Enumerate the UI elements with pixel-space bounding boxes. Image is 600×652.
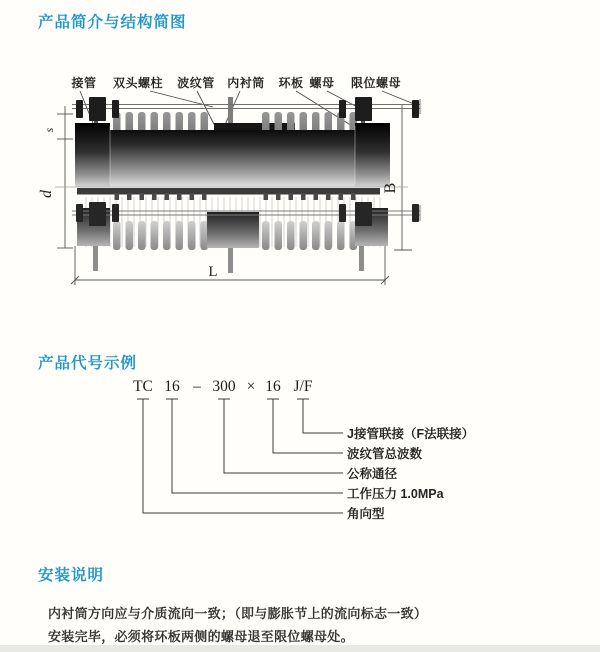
part-label-stud-bolt: 双头螺柱 xyxy=(112,76,164,90)
code-segment-times: × xyxy=(246,378,256,395)
dim-l: L xyxy=(208,264,218,280)
dim-d: d xyxy=(38,190,55,198)
code-segment-pressure: 16 xyxy=(164,378,180,395)
install-note-1: 内衬筒方向应与介质流向一致；（即与膨胀节上的流向标志一致） xyxy=(48,606,428,621)
code-annotation-diameter: 公称通径 xyxy=(347,467,398,481)
section-title-intro: 产品简介与结构简图 xyxy=(38,14,187,31)
code-segment-diameter: 300 xyxy=(212,378,236,395)
code-annotation-pressure: 工作压力 1.0MPa xyxy=(347,487,444,501)
part-label-bellows: 波纹管 xyxy=(177,76,215,90)
section-title-code: 产品代号示例 xyxy=(38,355,138,372)
code-annotation-type: 角向型 xyxy=(347,507,385,521)
dim-b: B xyxy=(382,182,399,194)
code-segment-dash: – xyxy=(193,378,201,395)
page-edge-strip xyxy=(0,645,600,652)
install-note-2: 安装完毕，必须将环板两侧的螺母退至限位螺母处。 xyxy=(48,629,354,644)
code-annotation-waves: 波纹管总波数 xyxy=(347,447,423,461)
section-title-install: 安装说明 xyxy=(38,567,105,584)
code-segment-waves: 16 xyxy=(265,378,281,395)
code-segment-type: TC xyxy=(133,378,153,395)
dim-s: s xyxy=(42,127,56,133)
part-label-inner-liner: 内衬筒 xyxy=(227,76,265,90)
code-segment-connection: J/F xyxy=(293,378,313,395)
part-label-nut: 螺母 xyxy=(309,76,335,90)
code-annotation-connection: J接管联接（F法联接） xyxy=(347,427,475,441)
part-label-limit-nut: 限位螺母 xyxy=(350,76,402,90)
part-label-connecting-pipe: 接管 xyxy=(71,76,97,90)
part-label-ring-plate: 环板 xyxy=(278,76,304,90)
